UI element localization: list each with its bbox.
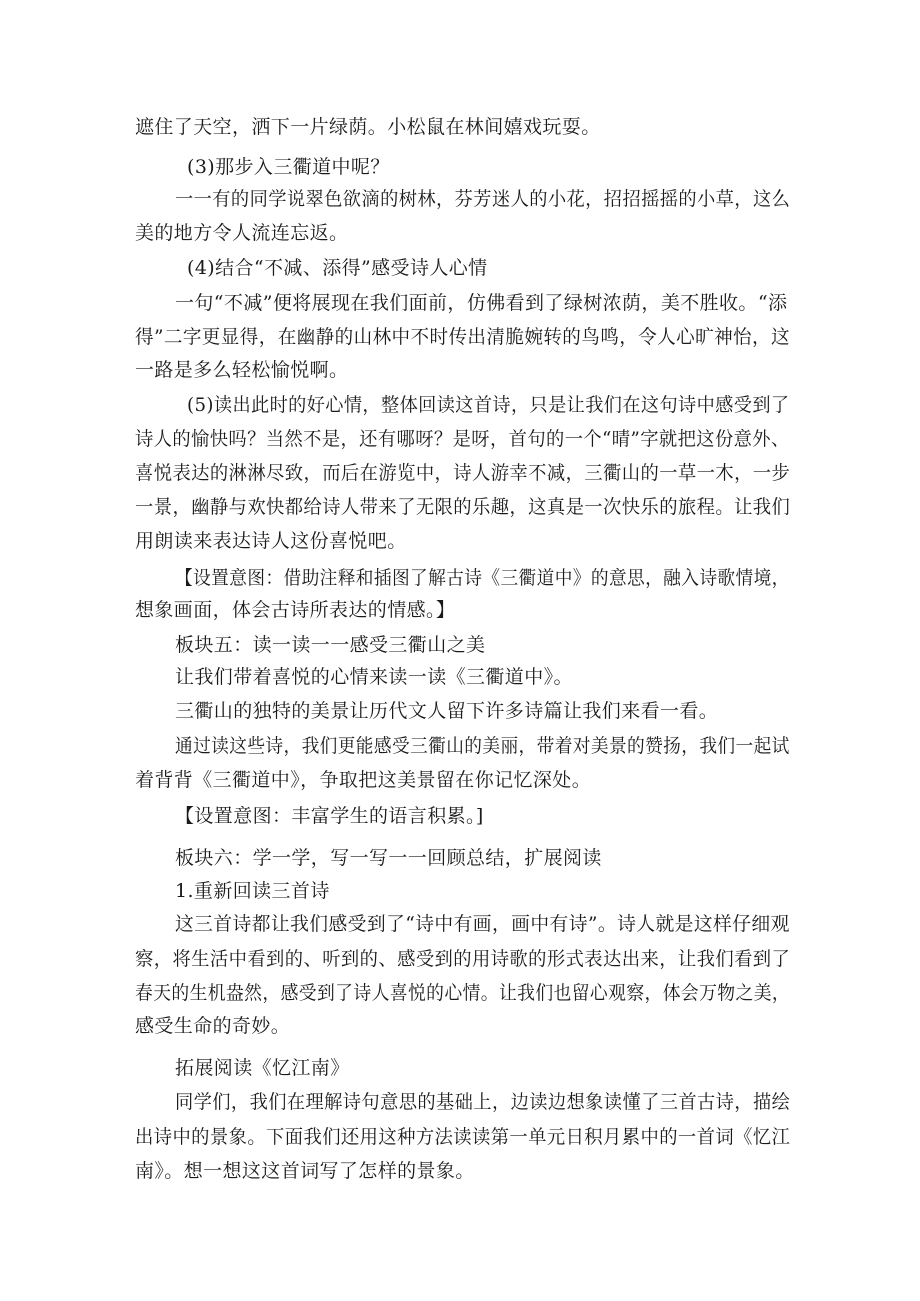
text-line: 诗人的愉快吗？当然不是，还有哪呀？是呀，首句的一个“晴”字就把这份意外、 xyxy=(135,428,790,450)
text-line: 三衢山的独特的美景让历代文人留下许多诗篇让我们来看一看。 xyxy=(175,700,719,722)
text-line: 一路是多么轻松愉悦啊。 xyxy=(135,359,349,381)
text-line: 让我们带着喜悦的心情来读一读《三衢道中》。 xyxy=(175,666,573,688)
text-line: 用朗读来表达诗人这份喜悦吧。 xyxy=(135,530,407,552)
text-line: 感受生命的奇妙。 xyxy=(135,1015,291,1037)
text-line: (4)结合“不减、添得”感受诗人心情 xyxy=(187,257,488,279)
text-line: 想象画面，体会古诗所表达的情感。】 xyxy=(135,599,456,621)
text-line: 这三首诗都让我们感受到了“诗中有画，画中有诗”。诗人就是这样仔细观 xyxy=(175,913,790,935)
text-line: 【设置意图：借助注释和插图了解古诗《三衢道中》的意思，融入诗歌情境， xyxy=(175,567,790,589)
text-line: 1.重新回读三首诗 xyxy=(175,880,330,902)
section-heading: 板块五：读一读一一感受三衢山之美 xyxy=(175,634,486,656)
text-line: 得”二字更显得，在幽静的山林中不时传出清脆婉转的鸟鸣，令人心旷神怡，这 xyxy=(135,326,790,348)
text-line: 着背背《三衢道中》，争取把这美景留在你记忆深处。 xyxy=(135,769,592,791)
text-line: 南》。想一想这这首词写了怎样的景象。 xyxy=(135,1160,475,1182)
text-line: 通过读这些诗，我们更能感受三衢山的美丽，带着对美景的赞扬，我们一起试 xyxy=(175,735,790,757)
section-heading: 拓展阅读《忆江南》 xyxy=(175,1057,350,1079)
text-line: 【设置意图：丰富学生的语言积累。] xyxy=(175,805,484,827)
section-heading: 板块六：学一学，写一写一一回顾总结，扩展阅读 xyxy=(175,847,602,869)
text-line: 遮住了天空，洒下一片绿荫。小松鼠在林间嬉戏玩耍。 xyxy=(135,116,601,138)
text-line: 一一有的同学说翠色欲滴的树林，芬芳迷人的小花，招招摇摇的小草，这么 xyxy=(175,188,791,210)
text-line: 同学们，我们在理解诗句意思的基础上，边读边想象读懂了三首古诗，描绘 xyxy=(175,1091,791,1113)
text-line: 喜悦表达的淋淋尽致，而后在游览中，诗人游幸不减，三衢山的一草一木，一步 xyxy=(135,462,791,484)
text-line: (5)读出此时的好心情，整体回读这首诗，只是让我们在这句诗中感受到了 xyxy=(187,394,790,416)
text-line: 一句“不减”便将展现在我们面前，仿佛看到了绿树浓荫，美不胜收。“添 xyxy=(175,292,788,314)
text-line: 出诗中的景象。下面我们还用这种方法读读第一单元日积月累中的一首词《忆江 xyxy=(135,1126,791,1148)
text-line: (3)那步入三衢道中呢？ xyxy=(187,156,390,178)
text-line: 美的地方令人流连忘返。 xyxy=(135,222,349,244)
text-line: 春天的生机盎然，感受到了诗人喜悦的心情。让我们也留心观察，体会万物之美， xyxy=(135,982,791,1004)
text-line: 察，将生活中看到的、听到的、感受到的用诗歌的形式表达出来，让我们看到了 xyxy=(135,948,791,970)
text-line: 一景，幽静与欢快都给诗人带来了无限的乐趣，这真是一次快乐的旅程。让我们 xyxy=(135,496,791,518)
